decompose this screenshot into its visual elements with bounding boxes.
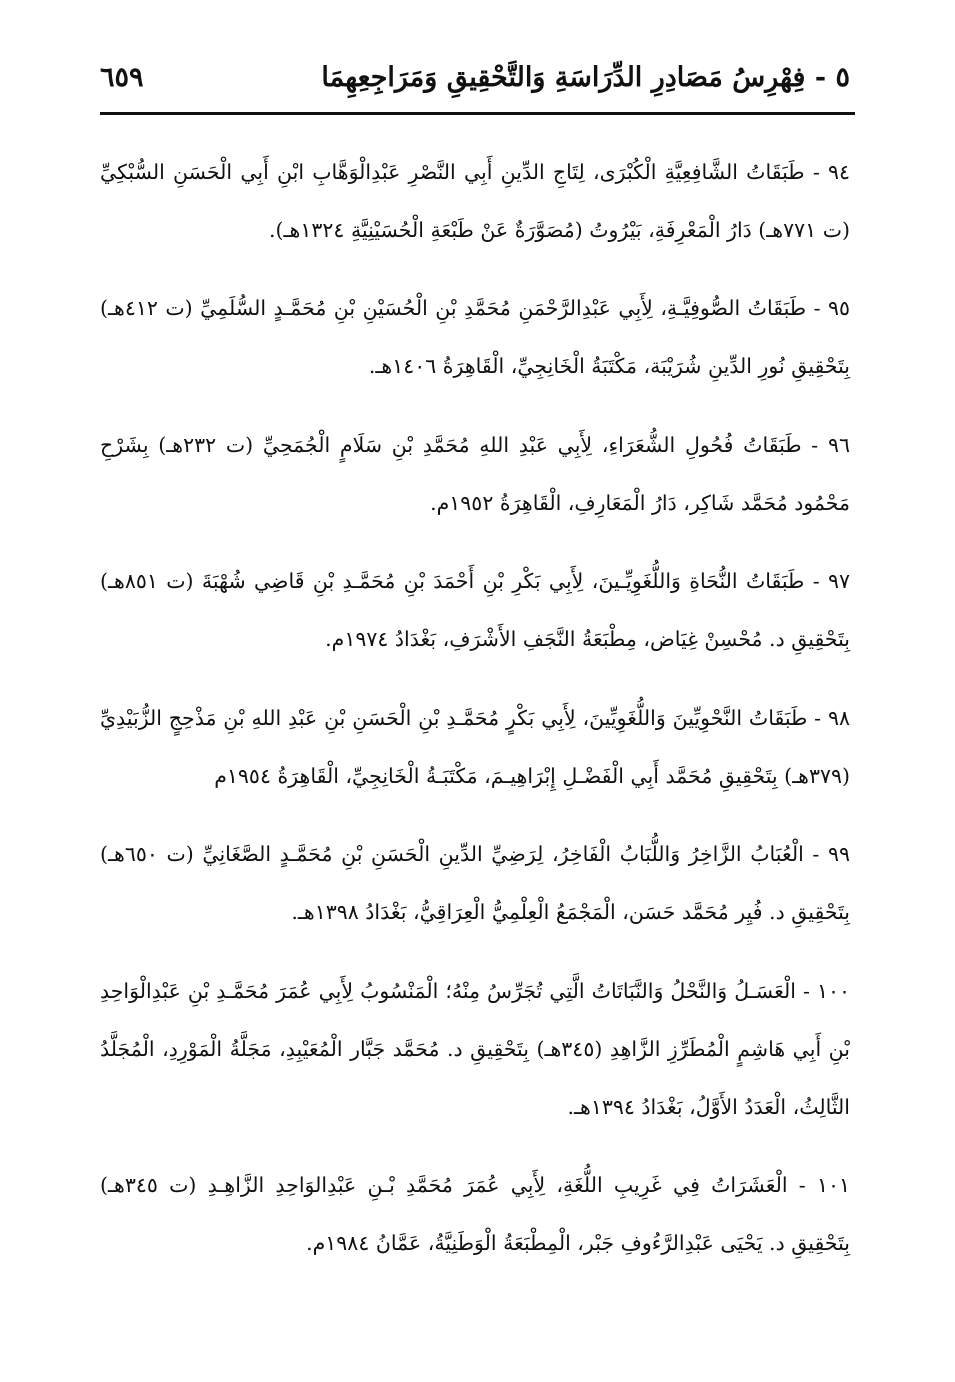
entry-text: طَبَقَاتُ الصُّوفِيَّـةِ، لِأَبِي عَبْدِالرَّحْمَنِ مُحَمَّدِ بْنِ الْحُسَيْنِ بْنِ مُحَمَّـدٍ السُّلَمِيِّ (ت ٤١٢هـ) بِتَحْقِيقِ نُورِ الدِّينِ شُرَيْبَة، مَكْتَبَةُ الْخَانِجِيِّ، الْقَاهِرَةُ ١٤٠٦هـ. (100, 296, 850, 378)
entry-text: الْعُبَابُ الزَّاخِرُ وَاللُّبَابُ الْفَاخِرُ، لِرَضِيِّ الدِّينِ الْحَسَنِ بْنِ مُحَمَّـدٍ الصَّغَانِيِّ (ت ٦٥٠هـ) بِتَحْقِيقِ د. فُيِر مُحَمَّد حَسَن، الْمَجْمَعُ الْعِلْمِيُّ الْعِرَاقِيُّ، بَغْدَادُ ١٣٩٨هـ. (100, 842, 850, 924)
entry-number: ٩٩ (827, 842, 850, 866)
entry-number: ٩٦ (827, 432, 850, 457)
bibliography-entry: ٩٤ - طَبَقَاتُ الشَّافِعِيَّةِ الْكُبْرَى، لِتَاجِ الدِّينِ أَبِي النَّصْرِ عَبْدِالْوَهَّابِ ابْنِ أَبِي الْحَسَنِ السُّبْكِيِّ (ت ٧٧١هـ) دَارُ الْمَعْرِفَةِ، بَيْرُوتُ (مُصَوَّرَةٌ عَنْ طَبْعَةِ الْحُسَيْنِيَّةِ ١٣٢٤هـ). (100, 159, 850, 242)
entry-number: ٩٨ (827, 705, 850, 730)
entry-text: طَبَقَاتُ النُّحَاةِ وَاللُّغَوِيِّـينَ، لِأَبِي بَكْرِ بْنِ أَحْمَدَ بْنِ مُحَمَّـدِ بْنِ قَاضِي شُهْبَةَ (ت ٨٥١هـ) بِتَحْقِيقِ د. مُحْسِنْ غِيَاض، مِطْبَعَةُ النَّجَفِ الأَشْرَفِ، بَغْدَادُ ١٩٧٤م. (100, 569, 850, 651)
entry-number: ٩٧ (827, 569, 850, 593)
entry-number: ٩٥ (827, 296, 850, 320)
entry-text: طَبَقَاتُ النَّحْوِيِّينَ وَاللُّغَوِيِّينَ، لِأَبِي بَكْرٍ مُحَمَّـدِ بْنِ الْحَسَنِ بْنِ عَبْدِ اللهِ بْنِ مَذْحِجٍ الزُّبَيْدِيِّ (٣٧٩هـ) بِتَحْقِيقِ مُحَمَّد أَبِي الْفَضْـلِ إِبْرَاهِيـمَ، مَكْتَبَـةُ الْخَانِجِيِّ، الْقَاهِرَةُ ١٩٥٤م (100, 705, 850, 788)
header-title: ٥ - فِهْرِسُ مَصَادِرِ الدِّرَاسَةِ وَالتَّحْقِيقِ وَمَرَاجِعِهِمَا (321, 62, 850, 93)
bibliography-entry: ٩٥ - طَبَقَاتُ الصُّوفِيَّـةِ، لِأَبِي عَبْدِالرَّحْمَنِ مُحَمَّدِ بْنِ الْحُسَيْنِ بْنِ مُحَمَّـدٍ السُّلَمِيِّ (ت ٤١٢هـ) بِتَحْقِيقِ نُورِ الدِّينِ شُرَيْبَة، مَكْتَبَةُ الْخَانِجِيِّ، الْقَاهِرَةُ ١٤٠٦هـ. (100, 296, 850, 378)
entry-text: الْعَشَرَاتُ فِي غَرِيبِ اللُّغَةِ، لِأَبِي عُمَرَ مُحَمَّدِ بْـنِ عَبْدِالوَاحِدِ الزَّاهِـدِ (ت ٣٤٥هـ) بِتَحْقِيقِ د. يَحْيَى عَبْدِالرَّءُوفِ جَبْر، الْمِطْبَعَةُ الْوَطَنِيَّةُ، عَمَّانُ ١٩٨٤م. (100, 1173, 850, 1255)
entry-number: ١٠١ (816, 1173, 850, 1197)
bibliography-entry: ٩٩ - الْعُبَابُ الزَّاخِرُ وَاللُّبَابُ الْفَاخِرُ، لِرَضِيِّ الدِّينِ الْحَسَنِ بْنِ مُحَمَّـدٍ الصَّغَانِيِّ (ت ٦٥٠هـ) بِتَحْقِيقِ د. فُيِر مُحَمَّد حَسَن، الْمَجْمَعُ الْعِلْمِيُّ الْعِرَاقِيُّ، بَغْدَادُ ١٣٩٨هـ. (100, 842, 850, 924)
page-number: ٦٥٩ (100, 62, 144, 93)
bibliography-entry: ٩٦ - طَبَقَاتُ فُحُولِ الشُّعَرَاءِ، لِأَبِي عَبْدِ اللهِ مُحَمَّدِ بْنِ سَلَامٍ الْجُمَحِيِّ (ت ٢٣٢هـ) بِشَرْحِ مَحْمُود مُحَمَّد شَاكِر، دَارُ الْمَعَارِفِ، الْقَاهِرَةُ ١٩٥٢م. (100, 432, 850, 515)
header-rule (100, 112, 855, 115)
entry-number: ١٠٠ (816, 978, 850, 1003)
entry-number: ٩٤ (827, 159, 850, 184)
bibliography-entry: ٩٨ - طَبَقَاتُ النَّحْوِيِّينَ وَاللُّغَوِيِّينَ، لِأَبِي بَكْرٍ مُحَمَّـدِ بْنِ الْحَسَنِ بْنِ عَبْدِ اللهِ بْنِ مَذْحِجٍ الزُّبَيْدِيِّ (٣٧٩هـ) بِتَحْقِيقِ مُحَمَّد أَبِي الْفَضْـلِ إِبْرَاهِيـمَ، مَكْتَبَـةُ الْخَانِجِيِّ، الْقَاهِرَةُ ١٩٥٤م (100, 705, 850, 788)
bibliography-entry: ٩٧ - طَبَقَاتُ النُّحَاةِ وَاللُّغَوِيِّـينَ، لِأَبِي بَكْرِ بْنِ أَحْمَدَ بْنِ مُحَمَّـدِ بْنِ قَاضِي شُهْبَةَ (ت ٨٥١هـ) بِتَحْقِيقِ د. مُحْسِنْ غِيَاض، مِطْبَعَةُ النَّجَفِ الأَشْرَفِ، بَغْدَادُ ١٩٧٤م. (100, 569, 850, 651)
entry-text: طَبَقَاتُ الشَّافِعِيَّةِ الْكُبْرَى، لِتَاجِ الدِّينِ أَبِي النَّصْرِ عَبْدِالْوَهَّابِ ابْنِ أَبِي الْحَسَنِ السُّبْكِيِّ (ت ٧٧١هـ) دَارُ الْمَعْرِفَةِ، بَيْرُوتُ (مُصَوَّرَةٌ عَنْ طَبْعَةِ الْحُسَيْنِيَّةِ ١٣٢٤هـ). (100, 159, 850, 242)
running-header (100, 48, 850, 100)
entry-text: طَبَقَاتُ فُحُولِ الشُّعَرَاءِ، لِأَبِي عَبْدِ اللهِ مُحَمَّدِ بْنِ سَلَامٍ الْجُمَحِيِّ (ت ٢٣٢هـ) بِشَرْحِ مَحْمُود مُحَمَّد شَاكِر، دَارُ الْمَعَارِفِ، الْقَاهِرَةُ ١٩٥٢م. (100, 432, 850, 515)
bibliography-entry: ١٠١ - الْعَشَرَاتُ فِي غَرِيبِ اللُّغَةِ، لِأَبِي عُمَرَ مُحَمَّدِ بْـنِ عَبْدِالوَاحِدِ الزَّاهِـدِ (ت ٣٤٥هـ) بِتَحْقِيقِ د. يَحْيَى عَبْدِالرَّءُوفِ جَبْر، الْمِطْبَعَةُ الْوَطَنِيَّةُ، عَمَّانُ ١٩٨٤م. (100, 1173, 850, 1255)
bibliography-list (100, 122, 850, 1280)
entry-text: الْعَسَـلُ وَالنَّحْلُ وَالنَّبَاتَاتُ الَّتِي تُجَرِّسُ مِنْهُ؛ الْمَنْسُوبُ لِأَبِي عُمَرَ مُحَمَّـدِ بْنِ عَبْدِالْوَاحِدِ بْنِ أَبِي هَاشِمٍ الْمُطَرِّزِ الزَّاهِدِ (٣٤٥هـ) بِتَحْقِيقِ د. مُحَمَّد جَبَّار الْمُعَيْبِدِ، مَجَلَّةُ الْمَوْرِدِ، الْمُجَلَّدُ الثَّالِثُ، الْعَدَدُ الأَوَّلُ، بَغْدَادُ ١٣٩٤هـ. (100, 978, 850, 1119)
bibliography-entry: ١٠٠ - الْعَسَـلُ وَالنَّحْلُ وَالنَّبَاتَاتُ الَّتِي تُجَرِّسُ مِنْهُ؛ الْمَنْسُوبُ لِأَبِي عُمَرَ مُحَمَّـدِ بْنِ عَبْدِالْوَاحِدِ بْنِ أَبِي هَاشِمٍ الْمُطَرِّزِ الزَّاهِدِ (٣٤٥هـ) بِتَحْقِيقِ د. مُحَمَّد جَبَّار الْمُعَيْبِدِ، مَجَلَّةُ الْمَوْرِدِ، الْمُجَلَّدُ الثَّالِثُ، الْعَدَدُ الأَوَّلُ، بَغْدَادُ ١٣٩٤هـ. (100, 978, 850, 1119)
